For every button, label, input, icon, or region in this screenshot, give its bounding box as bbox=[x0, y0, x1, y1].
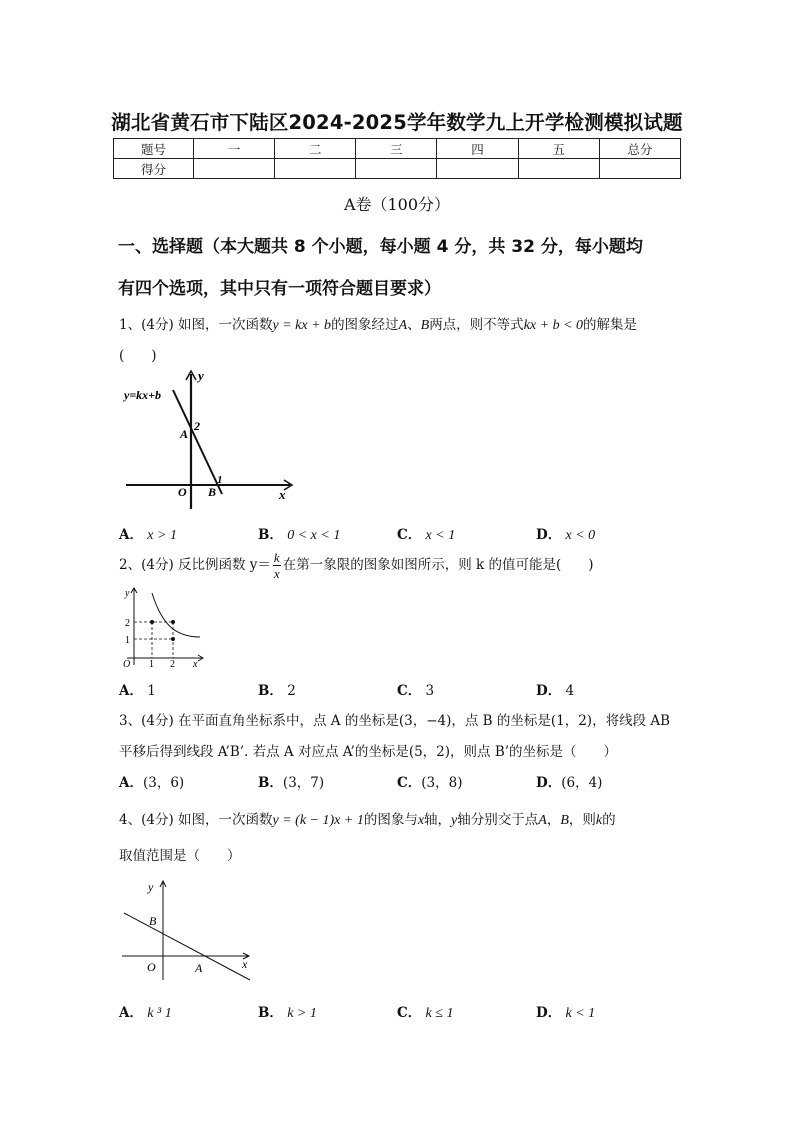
q1-y-intercept-label: 2 bbox=[194, 419, 200, 433]
q4-x-symbol: x bbox=[417, 813, 425, 828]
q2-figure bbox=[118, 585, 208, 670]
q1-option-d[interactable]: D． x < 0 bbox=[536, 527, 596, 543]
question-4-stem-line2: 取值范围是（ ） bbox=[119, 848, 241, 864]
q1-option-c[interactable]: C． x < 1 bbox=[397, 527, 456, 543]
section-heading-line1: 一、选择题（本大题共 8 个小题，每小题 4 分，共 32 分，每小题均 bbox=[118, 237, 643, 257]
page-title: 湖北省黄石市下陆区2024-2025学年数学九上开学检测模拟试题 bbox=[111, 111, 683, 134]
q4-mid4: ，则 bbox=[568, 812, 596, 828]
score-input-cell[interactable] bbox=[275, 159, 356, 179]
score-input-cell[interactable] bbox=[437, 159, 518, 179]
score-input-cell[interactable] bbox=[356, 159, 437, 179]
q4-k-symbol: k bbox=[595, 813, 603, 828]
q4-point-a-label: A bbox=[195, 961, 203, 975]
q4-function: y = (k − 1)x + 1 bbox=[272, 813, 364, 828]
q2-point-2-1 bbox=[171, 637, 175, 641]
q2-tick-x-1: 1 bbox=[149, 659, 154, 670]
q1-function: y = kx + b bbox=[272, 318, 332, 333]
q1-point-a: A bbox=[398, 318, 408, 333]
q3-option-c[interactable]: C．(3，8) bbox=[397, 775, 463, 791]
q1-line bbox=[173, 390, 222, 494]
q1-point-a-label: A bbox=[180, 427, 189, 441]
q1-answer-paren: ( ) bbox=[119, 348, 157, 364]
section-heading-line2: 有四个选项，其中只有一项符合题目要求） bbox=[118, 279, 441, 299]
question-1-stem bbox=[119, 313, 637, 334]
q1-option-b[interactable]: B． 0 < x < 1 bbox=[258, 527, 341, 543]
q1-suffix: 的解集是 bbox=[583, 317, 638, 333]
q1-point-b-label: B bbox=[208, 485, 217, 499]
score-input-cell[interactable] bbox=[518, 159, 599, 179]
q4-mid2: 轴， bbox=[424, 812, 452, 828]
q4-option-b[interactable]: B． k > 1 bbox=[258, 1005, 317, 1021]
q4-y-label: y bbox=[148, 880, 154, 894]
q1-inequality: kx + b < 0 bbox=[523, 318, 584, 333]
q4-mid3: 轴分别交于点 bbox=[457, 812, 539, 828]
q1-option-a[interactable]: A． x > 1 bbox=[119, 527, 177, 543]
q3-option-b[interactable]: B．(3，7) bbox=[258, 775, 325, 791]
q1-prefix: 1、(4分) 如图，一次函数 bbox=[119, 317, 273, 333]
score-header-cell: 总分 bbox=[599, 139, 680, 159]
q1-mid: 的图象经过 bbox=[331, 317, 399, 333]
q4-suffix: 的 bbox=[602, 812, 616, 828]
q2-suffix: 在第一象限的图象如图所示，则 k 的值可能是( ) bbox=[282, 557, 594, 573]
q3-option-a[interactable]: A．(3，6) bbox=[119, 775, 185, 791]
q2-point-2-2 bbox=[171, 620, 175, 624]
q4-option-d[interactable]: D． k < 1 bbox=[536, 1005, 596, 1021]
q2-tick-y-1: 1 bbox=[125, 635, 130, 646]
score-header-cell: 题号 bbox=[114, 139, 194, 159]
q4-y-symbol: y bbox=[451, 813, 458, 828]
q4-point-b-label: B bbox=[149, 914, 157, 928]
q1-sep: 、 bbox=[407, 317, 421, 333]
score-header-cell: 三 bbox=[356, 139, 437, 159]
question-4-stem bbox=[119, 808, 616, 829]
q2-origin-label: O bbox=[123, 659, 131, 670]
q4-point-a: A bbox=[538, 813, 547, 828]
q2-tick-x-2: 2 bbox=[170, 659, 175, 670]
score-table bbox=[113, 138, 681, 179]
q1-figure bbox=[118, 366, 298, 516]
q4-option-c[interactable]: C． k ≤ 1 bbox=[397, 1005, 454, 1021]
q2-option-a[interactable]: A． 1 bbox=[119, 683, 156, 699]
score-header-cell: 二 bbox=[275, 139, 356, 159]
q4-origin-label: O bbox=[147, 960, 156, 974]
q4-sep: ， bbox=[546, 812, 561, 828]
score-header-cell: 一 bbox=[194, 139, 275, 159]
q2-fraction bbox=[273, 551, 281, 580]
q2-hyperbola bbox=[152, 593, 200, 637]
q2-option-c[interactable]: C． 3 bbox=[397, 683, 435, 699]
score-row-label: 得分 bbox=[114, 159, 194, 179]
q2-x-label: x bbox=[193, 659, 198, 670]
q2-denominator: x bbox=[273, 566, 280, 581]
q2-option-d[interactable]: D． 4 bbox=[536, 683, 575, 699]
q1-x-intercept-label: 1 bbox=[217, 474, 223, 486]
q1-x-label: x bbox=[279, 487, 286, 502]
question-3-stem-line1: 3、(4分) 在平面直角坐标系中，点 A 的坐标是(3，−4)，点 B 的坐标是(1，2)，将线段 AB bbox=[119, 713, 671, 729]
q2-point-1-2 bbox=[150, 620, 154, 624]
score-input-cell[interactable] bbox=[194, 159, 275, 179]
q4-option-a[interactable]: A． k ³ 1 bbox=[119, 1005, 172, 1021]
q4-figure bbox=[118, 876, 258, 986]
q1-mid2: 两点，则不等式 bbox=[429, 317, 524, 333]
q1-line-label: y=kx+b bbox=[124, 388, 162, 402]
q2-tick-y-2: 2 bbox=[125, 618, 130, 629]
score-header-cell: 五 bbox=[518, 139, 599, 159]
score-header-cell: 四 bbox=[437, 139, 518, 159]
question-3-stem-line2: 平移后得到线段 A’B’. 若点 A 对应点 A’的坐标是(5，2)，则点 B’的坐标是（ ） bbox=[119, 744, 618, 760]
question-2-stem bbox=[119, 551, 594, 580]
q4-line bbox=[124, 913, 250, 980]
q2-y-label: y bbox=[125, 588, 130, 599]
score-table-header-row bbox=[114, 139, 681, 159]
q2-numerator: k bbox=[273, 550, 280, 565]
q1-y-label: y bbox=[198, 368, 204, 383]
q4-mid: 的图象与 bbox=[363, 812, 418, 828]
score-table-score-row bbox=[114, 159, 681, 179]
q4-x-label: x bbox=[242, 957, 248, 971]
q1-point-b: B bbox=[420, 318, 430, 333]
q4-point-b: B bbox=[560, 813, 569, 828]
q2-option-b[interactable]: B． 2 bbox=[258, 683, 296, 699]
section-subtitle: A卷（100分） bbox=[343, 195, 451, 214]
q2-prefix: 2、(4分) 反比例函数 y＝ bbox=[119, 557, 271, 573]
q1-origin-label: O bbox=[178, 485, 187, 499]
q3-option-d[interactable]: D．(6，4) bbox=[536, 775, 603, 791]
score-input-cell[interactable] bbox=[599, 159, 680, 179]
q4-prefix: 4、(4分) 如图，一次函数 bbox=[119, 812, 273, 828]
